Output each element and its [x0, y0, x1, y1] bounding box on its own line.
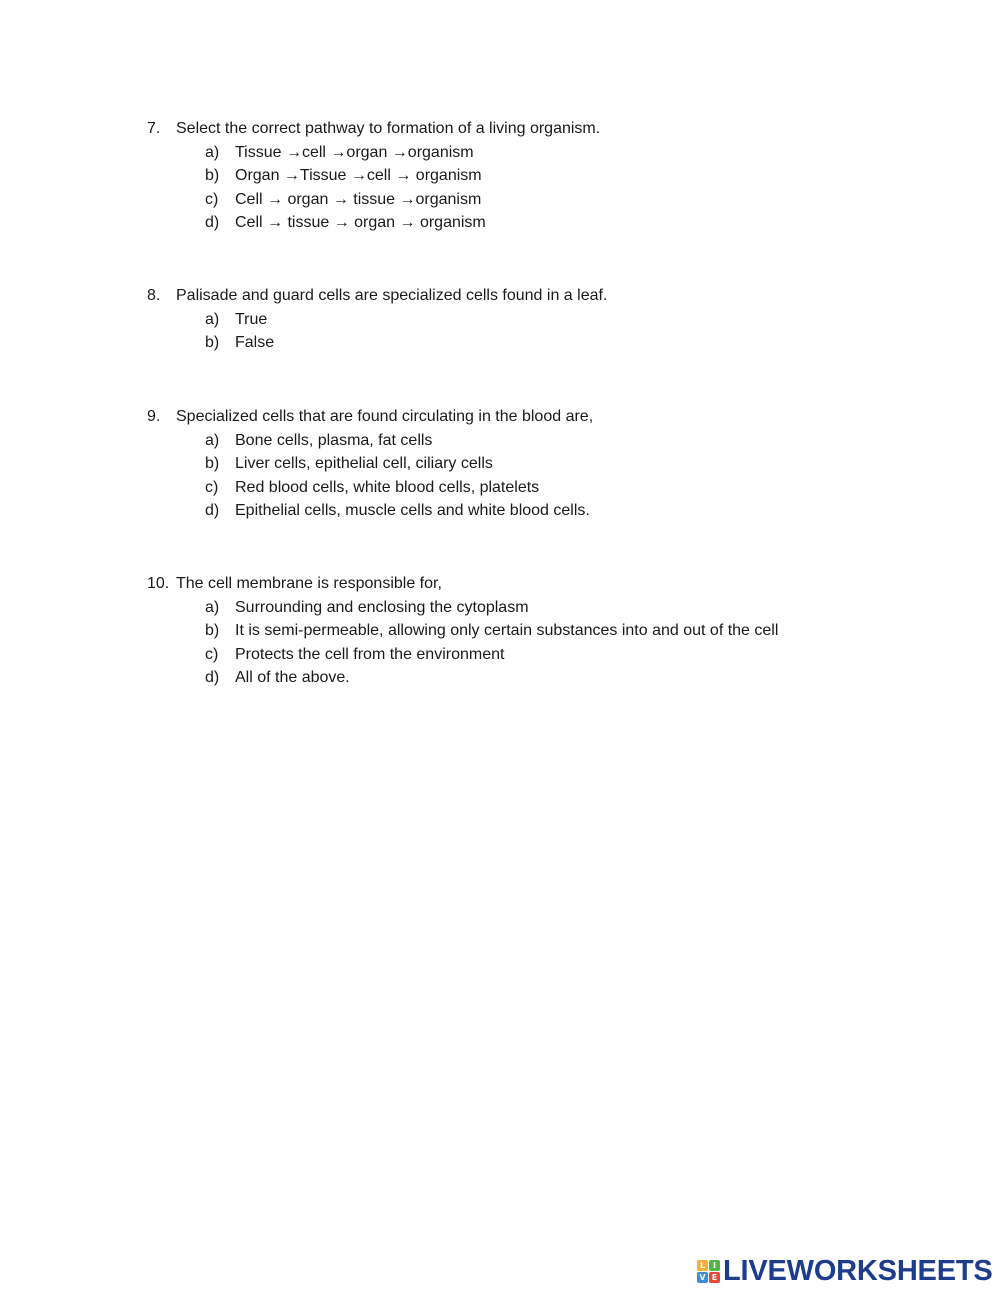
option-d[interactable] — [147, 499, 967, 523]
option-d[interactable] — [147, 211, 967, 235]
logo-mark-letter: I — [709, 1260, 720, 1271]
option-text: Red blood cells, white blood cells, platelets — [235, 478, 540, 496]
option-letter: c) — [205, 478, 219, 496]
logo-mark-letter: L — [697, 1260, 708, 1271]
option-letter: b) — [205, 167, 220, 185]
option-text: Cell → tissue → organ → organism — [235, 214, 486, 232]
option-letter: b) — [205, 334, 220, 352]
option-b[interactable] — [147, 452, 967, 476]
question-9-stem — [147, 405, 967, 429]
option-text: It is semi-permeable, allowing only certain substances into and out of the cell — [235, 622, 779, 640]
logo-mark-letter: V — [697, 1272, 708, 1283]
option-text: Bone cells, plasma, fat cells — [235, 431, 433, 449]
question-number: 8. — [147, 287, 161, 304]
question-9 — [147, 405, 967, 523]
question-7 — [147, 117, 967, 235]
question-10-stem — [147, 572, 967, 596]
option-letter: b) — [205, 455, 220, 473]
option-text: True — [235, 310, 268, 328]
option-text: All of the above. — [235, 669, 350, 687]
question-text: The cell membrane is responsible for, — [176, 575, 442, 592]
option-text: Liver cells, epithelial cell, ciliary cells — [235, 455, 493, 473]
logo-mark-icon — [697, 1260, 720, 1283]
option-c[interactable] — [147, 188, 967, 212]
option-text: Surrounding and enclosing the cytoplasm — [235, 598, 529, 616]
option-text: Cell → organ → tissue →organism — [235, 190, 482, 208]
option-letter: a) — [205, 310, 220, 328]
option-letter: c) — [205, 645, 219, 663]
option-letter: a) — [205, 143, 220, 161]
question-8 — [147, 284, 967, 355]
liveworksheets-logo — [697, 1256, 993, 1286]
question-text: Select the correct pathway to formation of a living organism. — [176, 120, 601, 137]
option-c[interactable] — [147, 643, 967, 667]
question-number: 10. — [147, 575, 170, 592]
option-a[interactable] — [147, 141, 967, 165]
logo-mark-letter: E — [709, 1272, 720, 1283]
option-letter: d) — [205, 669, 220, 687]
option-b[interactable] — [147, 619, 967, 643]
option-letter: d) — [205, 214, 220, 232]
option-b[interactable] — [147, 331, 967, 355]
option-a[interactable] — [147, 308, 967, 332]
option-text: Organ →Tissue →cell → organism — [235, 167, 482, 185]
option-letter: a) — [205, 431, 220, 449]
option-letter: c) — [205, 190, 219, 208]
option-a[interactable] — [147, 429, 967, 453]
option-text: Protects the cell from the environment — [235, 645, 505, 663]
logo-text: LIVEWORKSHEETS — [723, 1255, 993, 1287]
option-text: Tissue →cell →organ →organism — [235, 143, 474, 161]
question-8-stem — [147, 284, 967, 308]
question-text: Specialized cells that are found circulating in the blood are, — [176, 408, 594, 425]
option-c[interactable] — [147, 476, 967, 500]
question-text: Palisade and guard cells are specialized cells found in a leaf. — [176, 287, 608, 304]
option-text: Epithelial cells, muscle cells and white blood cells. — [235, 502, 590, 520]
option-text: False — [235, 334, 275, 352]
option-letter: a) — [205, 598, 220, 616]
question-7-stem — [147, 117, 967, 141]
option-a[interactable] — [147, 596, 967, 620]
question-number: 9. — [147, 408, 161, 425]
question-10 — [147, 572, 967, 690]
option-letter: b) — [205, 622, 220, 640]
question-number: 7. — [147, 120, 161, 137]
option-b[interactable] — [147, 164, 967, 188]
option-d[interactable] — [147, 666, 967, 690]
option-letter: d) — [205, 502, 220, 520]
